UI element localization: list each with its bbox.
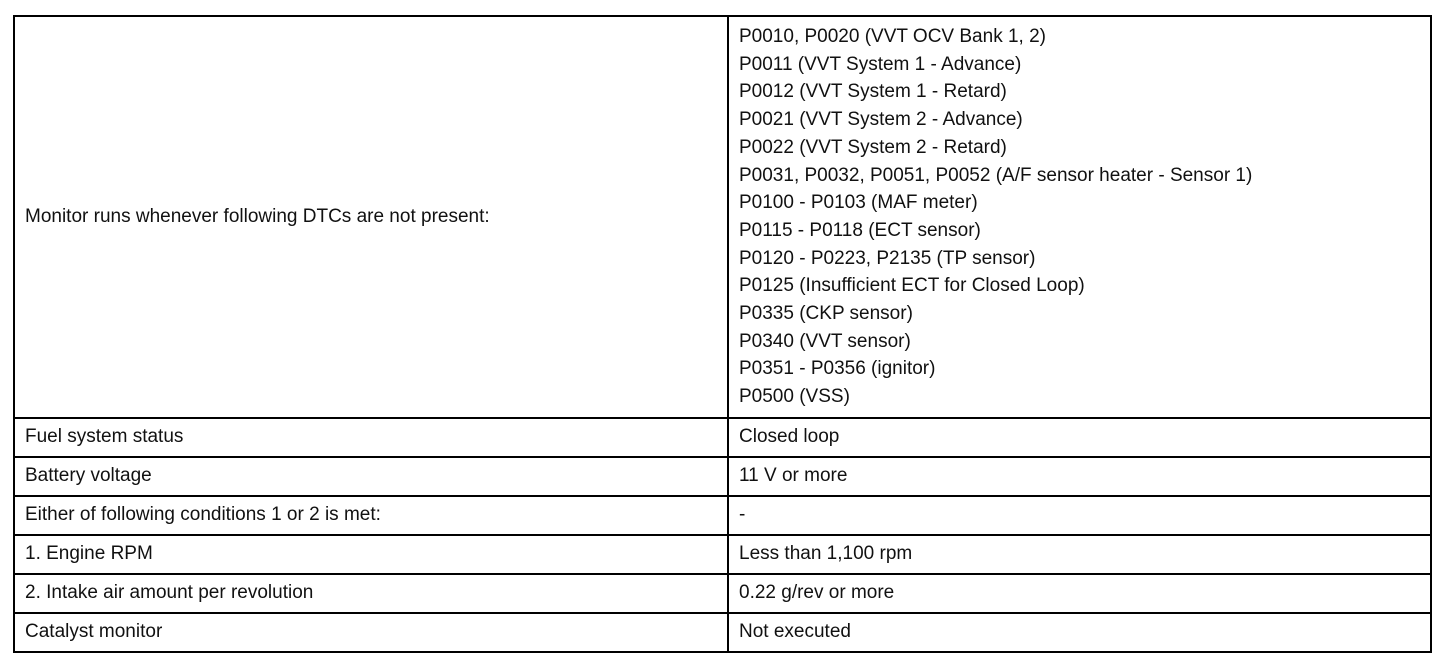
dtc-list-item: P0100 - P0103 (MAF meter) <box>739 192 978 214</box>
dtc-list-item: P0021 (VVT System 2 - Advance) <box>739 109 1023 131</box>
condition-value: Not executed <box>728 613 1431 652</box>
table-row-fuel-system-status <box>14 418 1431 457</box>
dtc-list-item: P0115 - P0118 (ECT sensor) <box>739 219 981 241</box>
dtc-list-item: P0125 (Insufficient ECT for Closed Loop) <box>739 275 1085 297</box>
condition-label: 1. Engine RPM <box>14 535 728 574</box>
condition-value: 0.22 g/rev or more <box>728 574 1431 613</box>
table-row-intake-air-amount <box>14 574 1431 613</box>
dtc-list-item: P0335 (CKP sensor) <box>739 303 913 325</box>
dtc-list-item: P0500 (VSS) <box>739 386 850 408</box>
dtc-list-item: P0011 (VVT System 1 - Advance) <box>739 53 1022 75</box>
condition-label: Battery voltage <box>14 457 728 496</box>
condition-label: Catalyst monitor <box>14 613 728 652</box>
condition-label: 2. Intake air amount per revolution <box>14 574 728 613</box>
table-row-battery-voltage <box>14 457 1431 496</box>
condition-label: Either of following conditions 1 or 2 is met: <box>14 496 728 535</box>
table-row-catalyst-monitor <box>14 613 1431 652</box>
dtc-list-item: P0022 (VVT System 2 - Retard) <box>739 136 1007 158</box>
conditions-table <box>13 15 1432 653</box>
dtc-list-item: P0340 (VVT sensor) <box>739 330 911 352</box>
table-row-dtc-condition <box>14 16 1431 418</box>
condition-label: Fuel system status <box>14 418 728 457</box>
dtc-list-item: P0031, P0032, P0051, P0052 (A/F sensor heater - Sensor 1) <box>739 164 1253 186</box>
dtc-list-item: P0012 (VVT System 1 - Retard) <box>739 81 1007 103</box>
dtc-condition-label: Monitor runs whenever following DTCs are not present: <box>14 16 728 418</box>
condition-value: - <box>728 496 1431 535</box>
table-row-either-condition <box>14 496 1431 535</box>
table-row-engine-rpm <box>14 535 1431 574</box>
condition-value: Less than 1,100 rpm <box>728 535 1431 574</box>
dtc-list-item: P0010, P0020 (VVT OCV Bank 1, 2) <box>739 26 1046 47</box>
condition-value: Closed loop <box>728 418 1431 457</box>
condition-value: 11 V or more <box>728 457 1431 496</box>
dtc-list <box>728 16 1431 418</box>
dtc-list-item: P0351 - P0356 (ignitor) <box>739 358 936 380</box>
dtc-list-item: P0120 - P0223, P2135 (TP sensor) <box>739 247 1036 269</box>
